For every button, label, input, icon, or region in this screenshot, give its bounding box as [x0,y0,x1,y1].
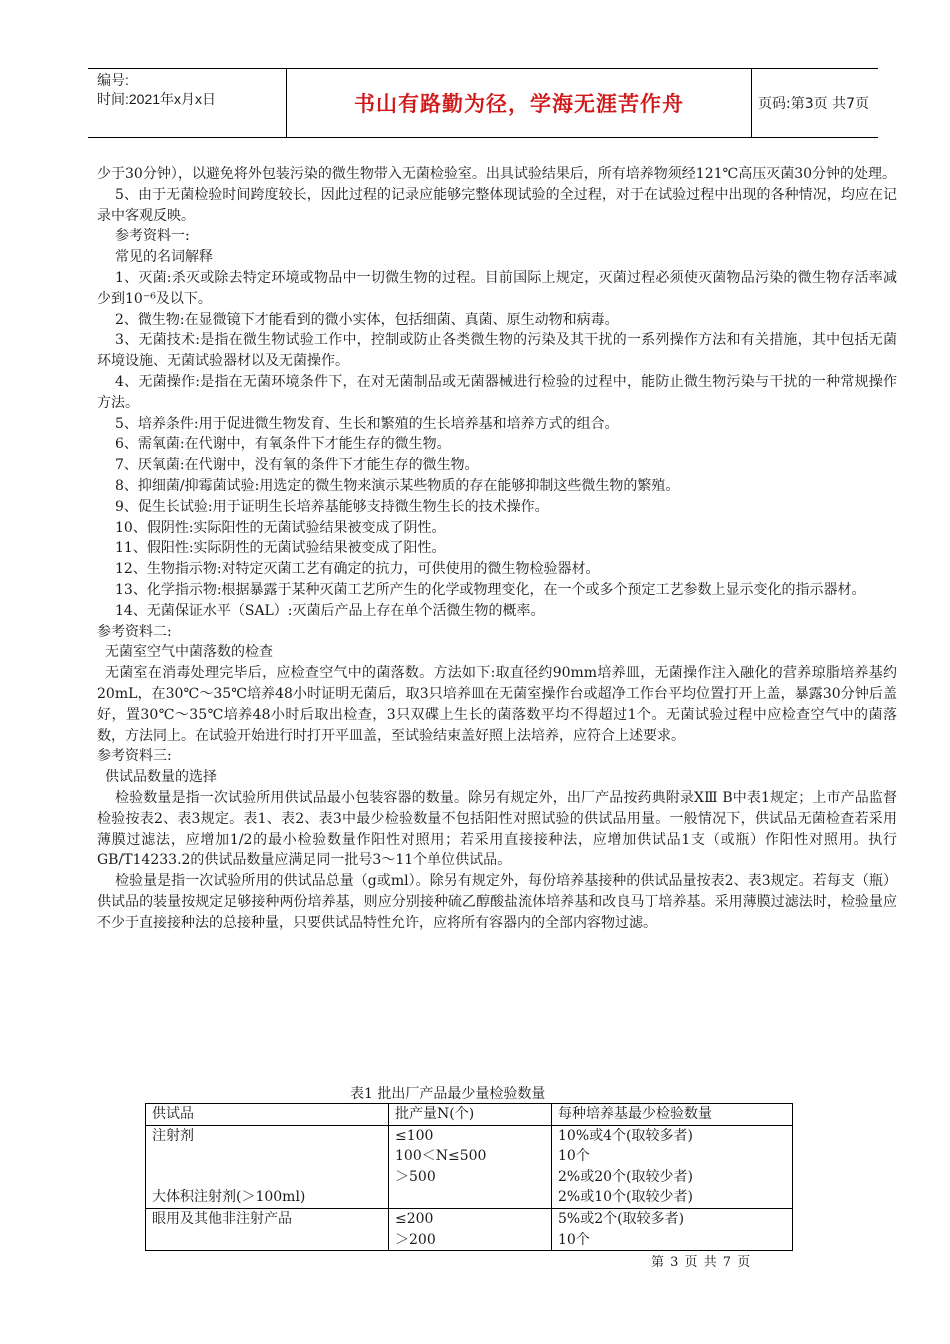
header-motto-cell [286,69,752,137]
table-row [146,1208,793,1250]
table-cell-min-qty [552,1208,793,1250]
paragraph: 3、无菌技术:是指在微生物试验工作中，控制或防止各类微生物的污染及其干扰的一系列操作方法和有关措施，其中包括无菌环境设施、无菌试验器材以及无菌操作。 [97,332,897,370]
cell-line: 100＜N≤500 [395,1148,487,1165]
table-row [146,1125,793,1208]
table-cell-product [146,1125,389,1208]
cell-line: 5%或2个(取较多者) [558,1210,685,1227]
cell-line [152,1146,382,1167]
table-header-cell: 批产量N(个) [389,1104,552,1126]
paragraph: 7、厌氧菌:在代谢中，没有氧的条件下才能生存的微生物。 [115,457,479,474]
paragraph: 8、抑细菌/抑霉菌试验:用选定的微生物来演示某些物质的存在能够抑制这些微生物的繁殖。 [115,477,680,494]
header-number: 编号: [97,72,129,88]
header-page-number: 页码:第3页 共7页 [758,96,869,112]
section-title: 无菌室空气中菌落数的检查 [105,644,273,661]
table-cell-product [146,1208,389,1250]
table-cell-batch [389,1125,552,1208]
paragraph: 9、促生长试验:用于证明生长培养基能够支持微生物生长的技术操作。 [115,498,549,515]
cell-line [152,1167,382,1188]
cell-line: 眼用及其他非注射产品 [152,1210,292,1227]
paragraph: 11、假阳性:实际阴性的无菌试验结果被变成了阳性。 [115,540,446,557]
cell-line: 2%或20个(取较少者) [558,1168,693,1185]
section-label: 参考资料三: [97,748,172,765]
cell-line: ＞500 [395,1168,436,1185]
page-header [88,68,878,138]
cell-line: ≤200 [395,1210,434,1227]
cell-line [152,1230,382,1251]
paragraph: 10、假阴性:实际阳性的无菌试验结果被变成了阴性。 [115,519,446,536]
cell-line: 注射剂 [152,1127,194,1144]
table-header-row [146,1104,793,1126]
paragraph: 13、化学指示物:根据暴露于某种灭菌工艺所产生的化学或物理变化，在一个或多个预定工艺参数上显示变化的指示器材。 [115,581,866,598]
section-label: 参考资料一: [115,228,190,245]
table-caption: 表1 批出厂产品最少量检验数量 [350,1086,546,1102]
table-cell-batch [389,1208,552,1250]
paragraph: 14、无菌保证水平（SAL）:灭菌后产品上存在单个活微生物的概率。 [115,602,545,619]
paragraph: 1、灭菌:杀灭或除去特定环境或物品中一切微生物的过程。目前国际上规定，灭菌过程必须使灭菌物品污染的微生物存活率减少到10⁻⁶及以下。 [97,269,897,307]
paragraph: 2、微生物:在显微镜下才能看到的微小实体，包括细菌、真菌、原生动物和病毒。 [115,311,619,328]
cell-line [395,1187,545,1208]
sample-quantity-table [145,1103,793,1251]
section-title: 供试品数量的选择 [105,769,217,786]
table-cell-min-qty [552,1125,793,1208]
section-label: 参考资料二: [97,623,172,640]
paragraph: 检验量是指一次试验所用的供试品总量（g或ml）。除另有规定外，每份培养基接种的供试品量按表2、表3规定。若每支（瓶）供试品的装量按规定足够接种两份培养基，则应分别接种硫乙醇酸盐流体培养基和改良马丁培养基。采用薄膜过滤法时，检验量应不少于直接接种法的总接种量，只要供试品特性允许，应将所有容器内的全部内容物过滤。 [97,873,897,931]
cell-line: ≤100 [395,1127,434,1144]
table-header-cell: 每种培养基最少检验数量 [552,1104,793,1126]
cell-line: 10个 [558,1231,590,1248]
paragraph: 少于30分钟），以避免将外包装污染的微生物带入无菌检验室。出具试验结果后，所有培养物须经121℃高压灭菌30分钟的处理。 [97,166,897,182]
paragraph: 检验数量是指一次试验所用供试品最小包装容器的数量。除另有规定外，出厂产品按药典附录XⅢ B中表1规定；上市产品监督检验按表2、表3规定。表1、表2、表3中最少检验数量不包括阳性对照试验的供试品用量。一般情况下，供试品无菌检查若采用薄膜过滤法，应增加1/2的最小检验数量作阳性对照用；若采用直接接种法，应增加供试品1支（或瓶）作阳性对照用。执行GB/T14233.2的供试品数量应满足同一批号3～11个单位供试品。 [97,789,897,869]
paragraph: 5、由于无菌检验时间跨度较长，因此过程的记录应能够完整体现试验的全过程，对于在试验过程中出现的各种情况，均应在记录中客观反映。 [97,186,897,224]
paragraph: 无菌室在消毒处理完毕后，应检查空气中的菌落数。方法如下:取直径约90mm培养皿，无菌操作注入融化的营养琼脂培养基约20mL，在30℃～35℃培养48小时证明无菌后，取3只培养皿在无菌室操作台或超净工作台平均位置打开上盖，暴露30分钟后盖好，置30℃～35℃培养48小时后取出检查，3只双碟上生长的菌落数平均不得超过1个。无菌试验过程中应检查空气中的菌落数，方法同上。在试验开始进行时打开平皿盖，至试验结束盖好照上法培养，应符合上述要求。 [97,665,897,744]
paragraph: 12、生物指示物:对特定灭菌工艺有确定的抗力，可供使用的微生物检验器材。 [115,561,600,578]
cell-line: 2%或10个(取较少者) [558,1189,693,1206]
section-title: 常见的名词解释 [115,249,213,266]
cell-line: ＞200 [395,1231,436,1248]
paragraph: 4、无菌操作:是指在无菌环境条件下，在对无菌制品或无菌器械进行检验的过程中，能防止微生物污染与干扰的一种常规操作方法。 [97,373,897,411]
header-meta [88,69,286,137]
header-time: 时间:2021年x月x日 [97,91,217,107]
paragraph: 6、需氧菌:在代谢中，有氧条件下才能生存的微生物。 [115,436,451,453]
paragraph: 5、培养条件:用于促进微生物发育、生长和繁殖的生长培养基和培养方式的组合。 [115,415,619,432]
header-motto: 书山有路勤为径，学海无涯苦作舟 [354,92,684,116]
page-footer: 第 3 页 共 7 页 [651,1255,752,1270]
document-body [97,164,897,933]
cell-line: 大体积注射剂(＞100ml) [152,1189,306,1206]
cell-line: 10个 [558,1148,590,1165]
cell-line: 10%或4个(取较多者) [558,1127,693,1144]
table-header-cell: 供试品 [146,1104,389,1126]
